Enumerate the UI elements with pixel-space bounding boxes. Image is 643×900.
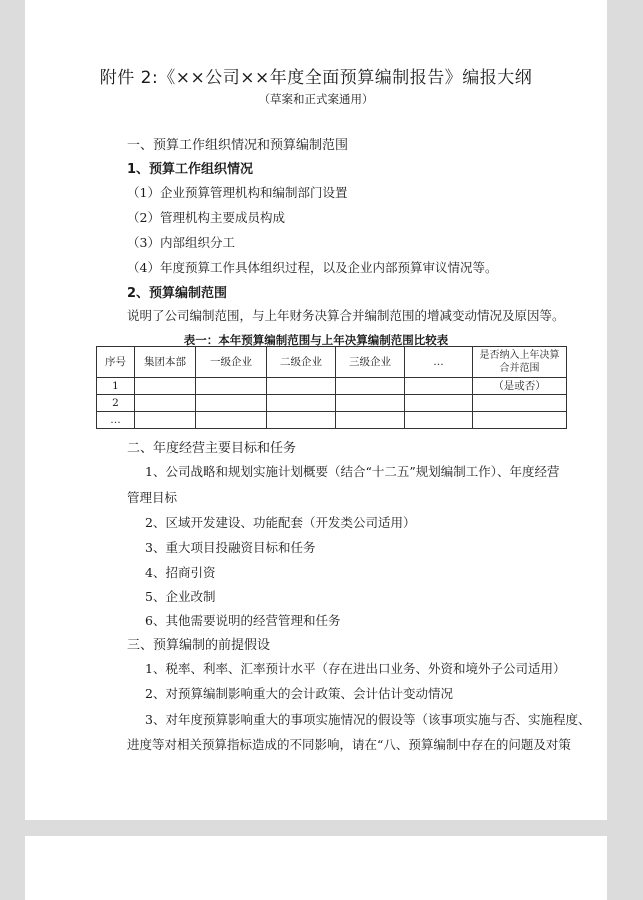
list-item: 管理目标 — [127, 490, 178, 505]
table-cell — [336, 395, 405, 412]
table-cell — [267, 378, 336, 395]
table-cell — [405, 412, 473, 429]
table-cell — [267, 412, 336, 429]
list-item: 5、企业改制 — [145, 589, 216, 604]
table-cell: 1 — [97, 378, 135, 395]
column-header: … — [405, 347, 473, 378]
section2-heading: 二、年度经营主要目标和任务 — [127, 441, 297, 456]
table-row — [97, 378, 567, 395]
list-item: 2、区域开发建设、功能配套（开发类公司适用） — [145, 515, 416, 530]
document-subtitle: （草案和正式案通用） — [258, 92, 374, 106]
list-item: 6、其他需要说明的经营管理和任务 — [145, 613, 341, 628]
list-item: （2）管理机构主要成员构成 — [127, 210, 285, 225]
table-cell — [405, 378, 473, 395]
table-cell — [135, 412, 196, 429]
next-page — [25, 836, 607, 900]
table-cell: 2 — [97, 395, 135, 412]
table-caption: 表一：本年预算编制范围与上年决算编制范围比较表 — [183, 333, 449, 347]
column-header: 三级企业 — [336, 347, 405, 378]
section1-sub2-heading: 2、预算编制范围 — [127, 286, 228, 301]
document-page — [25, 0, 607, 820]
paragraph: 说明了公司编制范围，与上年财务决算合并编制范围的增减变动情况及原因等。 — [127, 308, 565, 323]
list-item: 4、招商引资 — [145, 565, 216, 580]
list-item: 1、税率、利率、汇率预计水平（存在进出口业务、外资和境外子公司适用） — [145, 661, 566, 676]
list-item: 进度等对相关预算指标造成的不同影响，请在“八、预算编制中存在的问题及对策 — [127, 737, 571, 752]
table-cell — [196, 412, 267, 429]
table-cell — [473, 412, 567, 429]
column-header: 序号 — [97, 347, 135, 378]
column-header: 一级企业 — [196, 347, 267, 378]
section3-heading: 三、预算编制的前提假设 — [127, 638, 271, 653]
table-row — [97, 395, 567, 412]
comparison-table — [96, 346, 567, 429]
section1-sub1-heading: 1、预算工作组织情况 — [127, 162, 254, 177]
table-cell — [473, 395, 567, 412]
table-cell — [267, 395, 336, 412]
section1-heading: 一、预算工作组织情况和预算编制范围 — [127, 138, 349, 153]
table-cell — [405, 395, 473, 412]
table-cell: … — [97, 412, 135, 429]
list-item: 2、对预算编制影响重大的会计政策、会计估计变动情况 — [145, 686, 453, 701]
table-header-row — [97, 347, 567, 378]
list-item: （3）内部组织分工 — [127, 235, 235, 250]
table-cell — [196, 395, 267, 412]
column-header: 集团本部 — [135, 347, 196, 378]
table-cell — [336, 412, 405, 429]
list-item: 3、重大项目投融资目标和任务 — [145, 540, 316, 555]
column-header: 二级企业 — [267, 347, 336, 378]
list-item: 3、对年度预算影响重大的事项实施情况的假设等（该事项实施与否、实施程度、 — [145, 712, 591, 727]
document-title: 附件 2:《××公司××年度全面预算编制报告》编报大纲 — [99, 68, 533, 88]
table-cell — [196, 378, 267, 395]
list-item: （4）年度预算工作具体组织过程，以及企业内部预算审议情况等。 — [127, 260, 498, 275]
table-row — [97, 412, 567, 429]
list-item: （1）企业预算管理机构和编制部门设置 — [127, 185, 348, 200]
table-cell: （是或否） — [473, 378, 567, 395]
table-cell — [135, 395, 196, 412]
table-cell — [336, 378, 405, 395]
table-cell — [135, 378, 196, 395]
list-item: 1、公司战略和规划实施计划概要（结合“十二五”规划编制工作）、年度经营 — [145, 464, 560, 479]
column-header: 是否纳入上年决算合并范围 — [473, 347, 567, 378]
